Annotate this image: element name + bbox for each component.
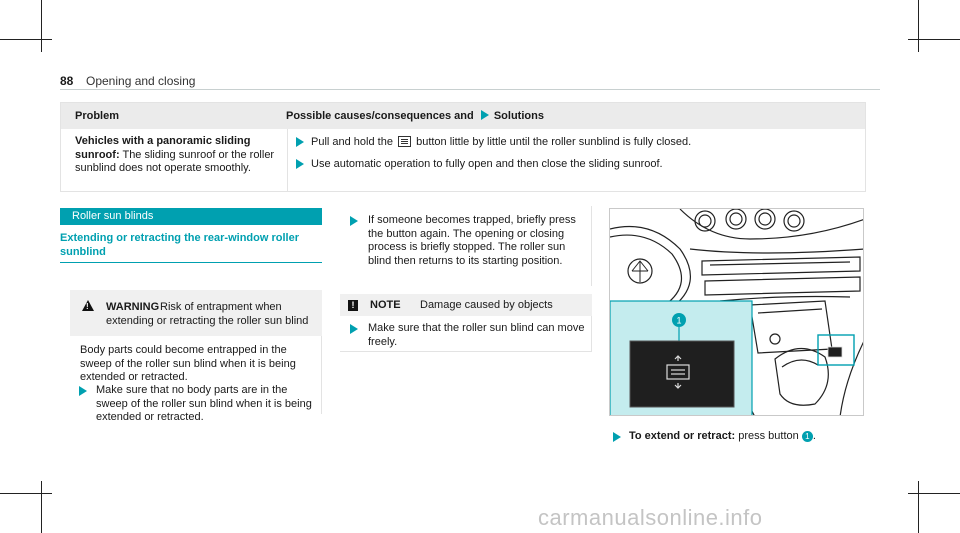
- step-trapped: [340, 206, 592, 286]
- solution-step-1: [311, 136, 691, 150]
- warning-box: [70, 290, 322, 423]
- final-step-label: To extend or retract:: [629, 430, 736, 442]
- note-box: [340, 294, 592, 352]
- solution-1-before: Pull and hold the: [311, 136, 393, 148]
- column-header-solutions-suffix: Solutions: [493, 110, 544, 122]
- crop-mark: [41, 481, 42, 533]
- crop-mark: [908, 39, 960, 40]
- crop-mark: [918, 0, 919, 52]
- crop-mark: [0, 39, 52, 40]
- console-illustration-drawing: [610, 209, 864, 416]
- sunblind-button-icon: [398, 136, 411, 147]
- column-header-solutions-prefix: Possible causes/consequences and: [286, 110, 474, 122]
- problem-cell: [75, 135, 275, 176]
- console-illustration: [609, 208, 864, 416]
- table-header: [61, 103, 865, 129]
- header-divider: [60, 89, 880, 90]
- warning-body: [70, 336, 322, 423]
- arrow-icon: [350, 324, 358, 334]
- warning-step-text: Make sure that no body parts are in the sweep of the roller sun blind when it is being extended or retracted.: [96, 384, 312, 423]
- callout-number: 1: [676, 315, 682, 326]
- arrow-icon: [481, 110, 489, 120]
- warning-triangle-icon: [82, 300, 94, 311]
- arrow-icon: [79, 386, 87, 396]
- warning-step: [96, 384, 316, 425]
- note-heading-text: Damage caused by objects: [420, 299, 553, 311]
- note-step-text: Make sure that the roller sun blind can move freely.: [368, 322, 585, 348]
- problem-table: [60, 102, 866, 192]
- crop-mark: [0, 493, 52, 494]
- note-body: [340, 316, 592, 352]
- warning-body-text: Body parts could become entrapped in the sweep of the roller sun blind when it is being extended or retracted.: [80, 344, 296, 383]
- solution-2-text: Use automatic operation to fully open and then close the sliding sunroof.: [311, 158, 663, 170]
- warning-heading-text: Risk of entrapment when extending or retracting the roller sun blind: [106, 301, 309, 327]
- crop-mark: [41, 0, 42, 52]
- page-section-title: Opening and closing: [86, 74, 196, 88]
- subsection-divider: [60, 262, 322, 263]
- column-header-solutions: [286, 110, 544, 122]
- arrow-icon: [350, 216, 358, 226]
- final-step-end: .: [812, 430, 816, 442]
- callout-badge: 1: [802, 431, 813, 442]
- step-trapped-text: If someone becomes trapped, briefly press the button again. The opening or closing process is briefly stopped. The roller sun blind then returns to its starting position.: [368, 214, 576, 267]
- subsection-title: Extending or retracting the rear-window roller sunblind: [60, 232, 299, 258]
- note-header: [340, 294, 592, 316]
- final-step-text: press button: [738, 430, 799, 442]
- page-number: 88: [60, 74, 74, 88]
- table-divider: [287, 129, 288, 191]
- arrow-icon: [296, 137, 304, 147]
- solution-step-2: [311, 158, 663, 172]
- arrow-icon: [613, 432, 621, 442]
- table-row: [61, 129, 865, 191]
- crop-mark: [908, 493, 960, 494]
- section-title: Roller sun blinds: [60, 208, 322, 225]
- problem-title: Vehicles with a panoramic sliding sunroof:: [75, 135, 251, 161]
- note-step: [368, 322, 588, 349]
- note-label: NOTE: [370, 299, 401, 311]
- solution-1-after: button little by little until the roller sunblind is fully closed.: [416, 136, 692, 148]
- note-icon: !: [348, 300, 358, 311]
- final-step: [629, 430, 816, 442]
- watermark: carmanualsonline.info: [538, 505, 763, 530]
- arrow-icon: [296, 159, 304, 169]
- warning-header: [70, 290, 322, 336]
- crop-mark: [918, 481, 919, 533]
- warning-label: WARNING: [106, 301, 160, 313]
- problem-text: The sliding sunroof or the roller sunblind does not operate smoothly.: [75, 148, 275, 174]
- column-header-problem: Problem: [75, 110, 120, 122]
